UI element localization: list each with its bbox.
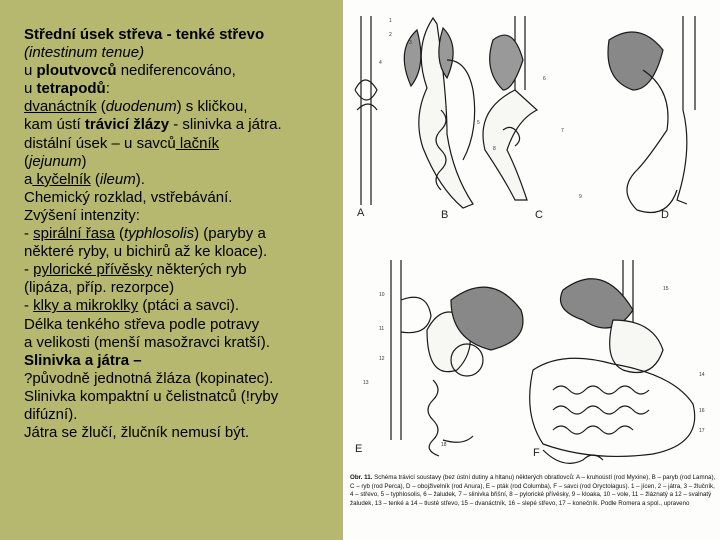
- text-line: a kyčelník (ileum).: [24, 170, 145, 188]
- callout-number: 12: [379, 356, 385, 362]
- callout-number: 9: [579, 194, 582, 200]
- text-line: kam ústí trávicí žlázy - slinivka a játra.: [24, 116, 282, 134]
- text-line: (lipáza, příp. rezorpce): [24, 279, 175, 297]
- text-line: - klky a mikroklky (ptáci a savci).: [24, 297, 240, 315]
- text-line: u tetrapodů:: [24, 80, 110, 98]
- text-line: a velikosti (menší masožravci kratší).: [24, 333, 270, 351]
- text-panel: [24, 26, 340, 442]
- text-line: difúzní).: [24, 405, 78, 423]
- callout-number: 4: [379, 60, 382, 66]
- text-line: dvanáctník (duodenum) s kličkou,: [24, 98, 248, 116]
- callout-number: 8: [493, 146, 496, 152]
- label-d: D: [661, 209, 669, 221]
- callout-number: 17: [699, 428, 705, 434]
- subheading: Slinivka a játra –: [24, 351, 142, 369]
- diagram-d: [608, 16, 695, 213]
- text-line: ?původně jednotná žláza (kopinatec).: [24, 369, 274, 387]
- callout-number: 14: [699, 372, 705, 378]
- callout-number: 3: [409, 40, 412, 46]
- label-a: A: [357, 207, 365, 219]
- caption-body: Schéma trávicí soustavy (bez ústní dutiny a hltanu) některých obratlovců: A – kruhoústí (rod Myxine), B – paryb (rod Lamna), C – ryb (rod Perca), D – obojživelník (rod Anura), E – pták (rod Columba), F – savci (rod Oryctolagus). 1 – jícen, 2 – játra, 3 – žlučník, 4 – střevo, 5 – typhlosolis, 6 – žaludek, 7 – slinivka břišní, 8 – pylorické přívěsky, 9 – kloaka, 10 – vole, 11 – žláznatý a 12 – svalnatý žaludek, 13 – tenké a 14 – tlusté střevo, 15 – dvanáctník, 16 – slepé střevo, 17 – konečník. Podle Romera a spol., upraveno: [350, 474, 716, 507]
- text-line: Chemický rozklad, vstřebávání.: [24, 188, 233, 206]
- callout-number: 16: [699, 408, 705, 414]
- callout-number: 15: [663, 286, 669, 292]
- callout-number: 10: [379, 292, 385, 298]
- callout-number: 2: [389, 32, 392, 38]
- text-line: (intestinum tenue): [24, 44, 145, 62]
- diagram-b: [404, 18, 474, 208]
- caption-title: Obr. 11.: [350, 474, 373, 481]
- text-line: - pylorické přívěsky některých ryb: [24, 261, 247, 279]
- callout-number: 1: [389, 18, 392, 24]
- digestive-system-figure: [343, 0, 720, 540]
- text-line: u ploutvovců nediferencováno,: [24, 62, 236, 80]
- label-e: E: [355, 443, 363, 455]
- callout-number: 5: [477, 120, 480, 126]
- label-b: B: [441, 209, 449, 221]
- text-line: některé ryby, u bichirů až ke kloace).: [24, 243, 268, 261]
- callout-number: 13: [363, 380, 369, 386]
- diagram-c: [483, 16, 537, 200]
- text-line: Délka tenkého střeva podle potravy: [24, 315, 260, 333]
- callout-number: 11: [379, 326, 385, 332]
- text-line: (jejunum): [24, 152, 87, 170]
- diagram-e: [391, 260, 523, 456]
- text-line: Zvýšení intenzity:: [24, 206, 140, 224]
- diagram-f: [530, 260, 695, 463]
- callout-number: 7: [561, 128, 564, 134]
- label-c: C: [535, 209, 543, 221]
- callout-number: 18: [441, 442, 447, 448]
- text-line: distální úsek – u savců lačník: [24, 134, 220, 152]
- diagram-a: [355, 16, 377, 205]
- text-line: Játra se žlučí, žlučník nemusí být.: [24, 424, 250, 442]
- figure-drawing: [343, 0, 720, 540]
- heading: Střední úsek střeva - tenké střevo: [24, 26, 265, 43]
- text-line: - spirální řasa (typhlosolis) (paryby a: [24, 225, 266, 243]
- callout-number: 6: [543, 76, 546, 82]
- text-line: Slinivka kompaktní u čelistnatců (!ryby: [24, 387, 279, 405]
- label-f: F: [533, 447, 540, 459]
- figure-caption: [350, 474, 716, 508]
